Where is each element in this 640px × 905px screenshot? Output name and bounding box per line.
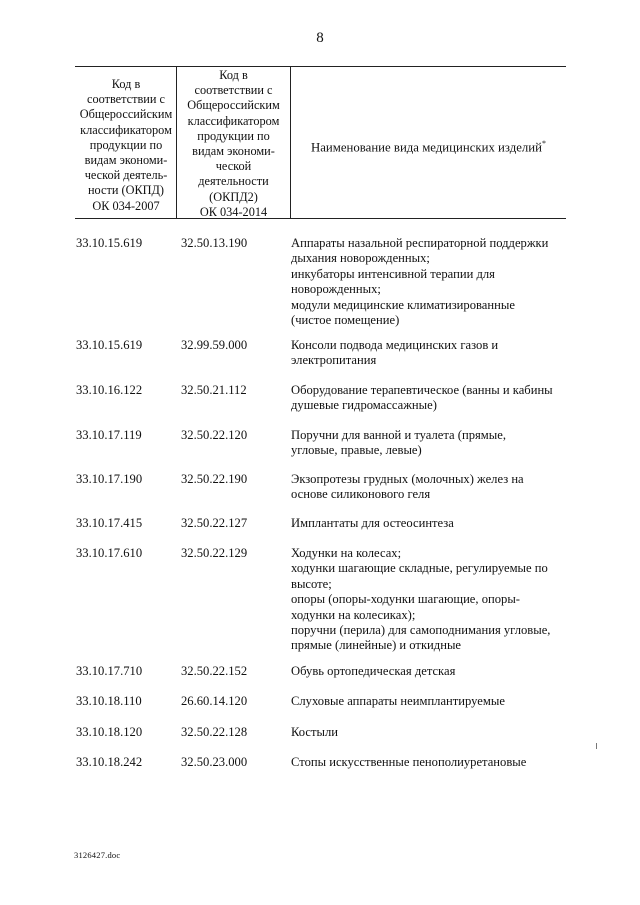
okpd2-code: 32.50.13.190 bbox=[181, 236, 248, 250]
device-name-line: основе силиконового геля bbox=[291, 487, 431, 502]
header-okpd-line: видам экономи- bbox=[84, 153, 168, 168]
header-okpd2-line: ческой bbox=[215, 159, 252, 174]
okpd-code: 33.10.18.110 bbox=[76, 694, 142, 708]
device-name-line: дыхания новорожденных; bbox=[291, 251, 430, 266]
table-top-rule bbox=[75, 66, 566, 67]
device-name-line: высоте; bbox=[291, 576, 332, 591]
okpd-code: 33.10.17.119 bbox=[76, 428, 142, 442]
okpd2-code: 26.60.14.120 bbox=[181, 694, 248, 708]
okpd-code: 33.10.17.610 bbox=[76, 546, 143, 560]
okpd2-code: 32.50.22.129 bbox=[181, 546, 248, 560]
device-name-line: Костыли bbox=[291, 725, 338, 739]
device-name-line: опоры (опоры-ходунки шагающие, опоры- bbox=[291, 592, 520, 607]
footnote-marker: * bbox=[542, 139, 546, 148]
device-name-line: Консоли подвода медицинских газов и bbox=[291, 338, 499, 352]
header-okpd-line: Код в bbox=[111, 77, 141, 91]
okpd2-code: 32.50.22.120 bbox=[181, 428, 248, 442]
device-name-line: Оборудование терапевтическое (ванны и кабины bbox=[291, 383, 553, 397]
device-name bbox=[291, 694, 561, 709]
device-name-line: Поручни для ванной и туалета (прямые, bbox=[291, 428, 506, 442]
device-name bbox=[291, 664, 561, 679]
device-name-line: душевые гидромассажные) bbox=[291, 398, 437, 413]
device-name bbox=[291, 338, 561, 369]
device-name-line: Слуховые аппараты неимплантируемые bbox=[291, 694, 505, 708]
page-number: 8 bbox=[316, 30, 324, 46]
device-name-line: угловые, правые, левые) bbox=[291, 443, 422, 458]
device-name-line: Обувь ортопедическая детская bbox=[291, 664, 456, 678]
header-okpd-line: ности (ОКПД) bbox=[87, 183, 165, 198]
header-okpd-line: ческой деятель- bbox=[84, 168, 168, 183]
header-okpd-line: продукции по bbox=[89, 137, 163, 152]
header-okpd2-line: Общероссийским bbox=[187, 98, 280, 113]
okpd2-code: 32.99.59.000 bbox=[181, 338, 248, 352]
header-okpd2-line: (ОКПД2) bbox=[209, 189, 258, 204]
device-name bbox=[291, 236, 561, 328]
device-name-line: (чистое помещение) bbox=[291, 313, 400, 328]
okpd2-code: 32.50.23.000 bbox=[181, 755, 248, 769]
device-name-line: поручни (перила) для самоподнимания угловые, bbox=[291, 623, 551, 638]
device-name-line: новорожденных; bbox=[291, 282, 381, 297]
header-okpd2 bbox=[177, 68, 290, 220]
header-okpd2-line: Код в bbox=[219, 68, 248, 82]
device-name-line: Аппараты назальной респираторной поддержки bbox=[291, 236, 549, 250]
okpd-code: 33.10.16.122 bbox=[76, 383, 143, 397]
footer-filename: 3126427.doc bbox=[74, 850, 121, 860]
device-name bbox=[291, 725, 561, 740]
device-name-line: электропитания bbox=[291, 353, 377, 368]
okpd-code: 33.10.15.619 bbox=[76, 338, 143, 352]
device-name bbox=[291, 383, 561, 414]
okpd-code: 33.10.18.242 bbox=[76, 755, 143, 769]
device-name-line: инкубаторы интенсивной терапии для bbox=[291, 266, 495, 281]
header-okpd-line: соответствии с bbox=[86, 92, 165, 107]
header-okpd2-line: соответствии с bbox=[194, 83, 273, 98]
header-okpd-line: Общероссийским bbox=[79, 107, 173, 122]
okpd-code: 33.10.17.415 bbox=[76, 516, 143, 530]
okpd2-code: 32.50.22.128 bbox=[181, 725, 248, 739]
header-okpd2-line: классификатором bbox=[187, 113, 280, 128]
okpd2-code: 32.50.22.190 bbox=[181, 472, 248, 486]
okpd-code: 33.10.15.619 bbox=[76, 236, 143, 250]
device-name bbox=[291, 755, 561, 770]
device-name-line: Экзопротезы грудных (молочных) желез на bbox=[291, 472, 524, 486]
device-name-line: ходунки на колесиках); bbox=[291, 607, 416, 622]
device-name-line: Ходунки на колесах; bbox=[291, 546, 402, 560]
device-name bbox=[291, 472, 561, 503]
okpd2-code: 32.50.21.112 bbox=[181, 383, 247, 397]
device-name bbox=[291, 428, 561, 459]
device-name bbox=[291, 546, 561, 654]
header-name bbox=[291, 136, 566, 155]
header-okpd2-line: деятельности bbox=[198, 174, 269, 189]
okpd2-code: 32.50.22.127 bbox=[181, 516, 248, 530]
okpd-code: 33.10.17.190 bbox=[76, 472, 143, 486]
device-name-line: модули медицинские климатизированные bbox=[291, 297, 515, 312]
header-name-text: Наименование вида медицинских изделий bbox=[310, 140, 542, 155]
device-name-line: Стопы искусственные пенополиуретановые bbox=[291, 755, 527, 769]
okpd-code: 33.10.18.120 bbox=[76, 725, 143, 739]
okpd2-code: 32.50.22.152 bbox=[181, 664, 248, 678]
header-okpd-line: ОК 034-2007 bbox=[92, 198, 160, 213]
device-name-line: прямые (линейные) и откидные bbox=[291, 638, 461, 653]
header-okpd2-line: видам экономи- bbox=[192, 144, 275, 159]
device-name-line: Имплантаты для остеосинтеза bbox=[291, 516, 454, 530]
header-okpd-line: классификатором bbox=[80, 122, 172, 137]
table-header-bottom-rule bbox=[75, 218, 566, 219]
margin-mark bbox=[596, 743, 597, 749]
header-okpd2-line: ОК 034-2014 bbox=[199, 204, 268, 219]
device-name-line: ходунки шагающие складные, регулируемые по bbox=[291, 561, 548, 576]
device-name bbox=[291, 516, 561, 531]
header-okpd bbox=[76, 77, 176, 214]
header-okpd2-line: продукции по bbox=[197, 128, 270, 143]
okpd-code: 33.10.17.710 bbox=[76, 664, 143, 678]
